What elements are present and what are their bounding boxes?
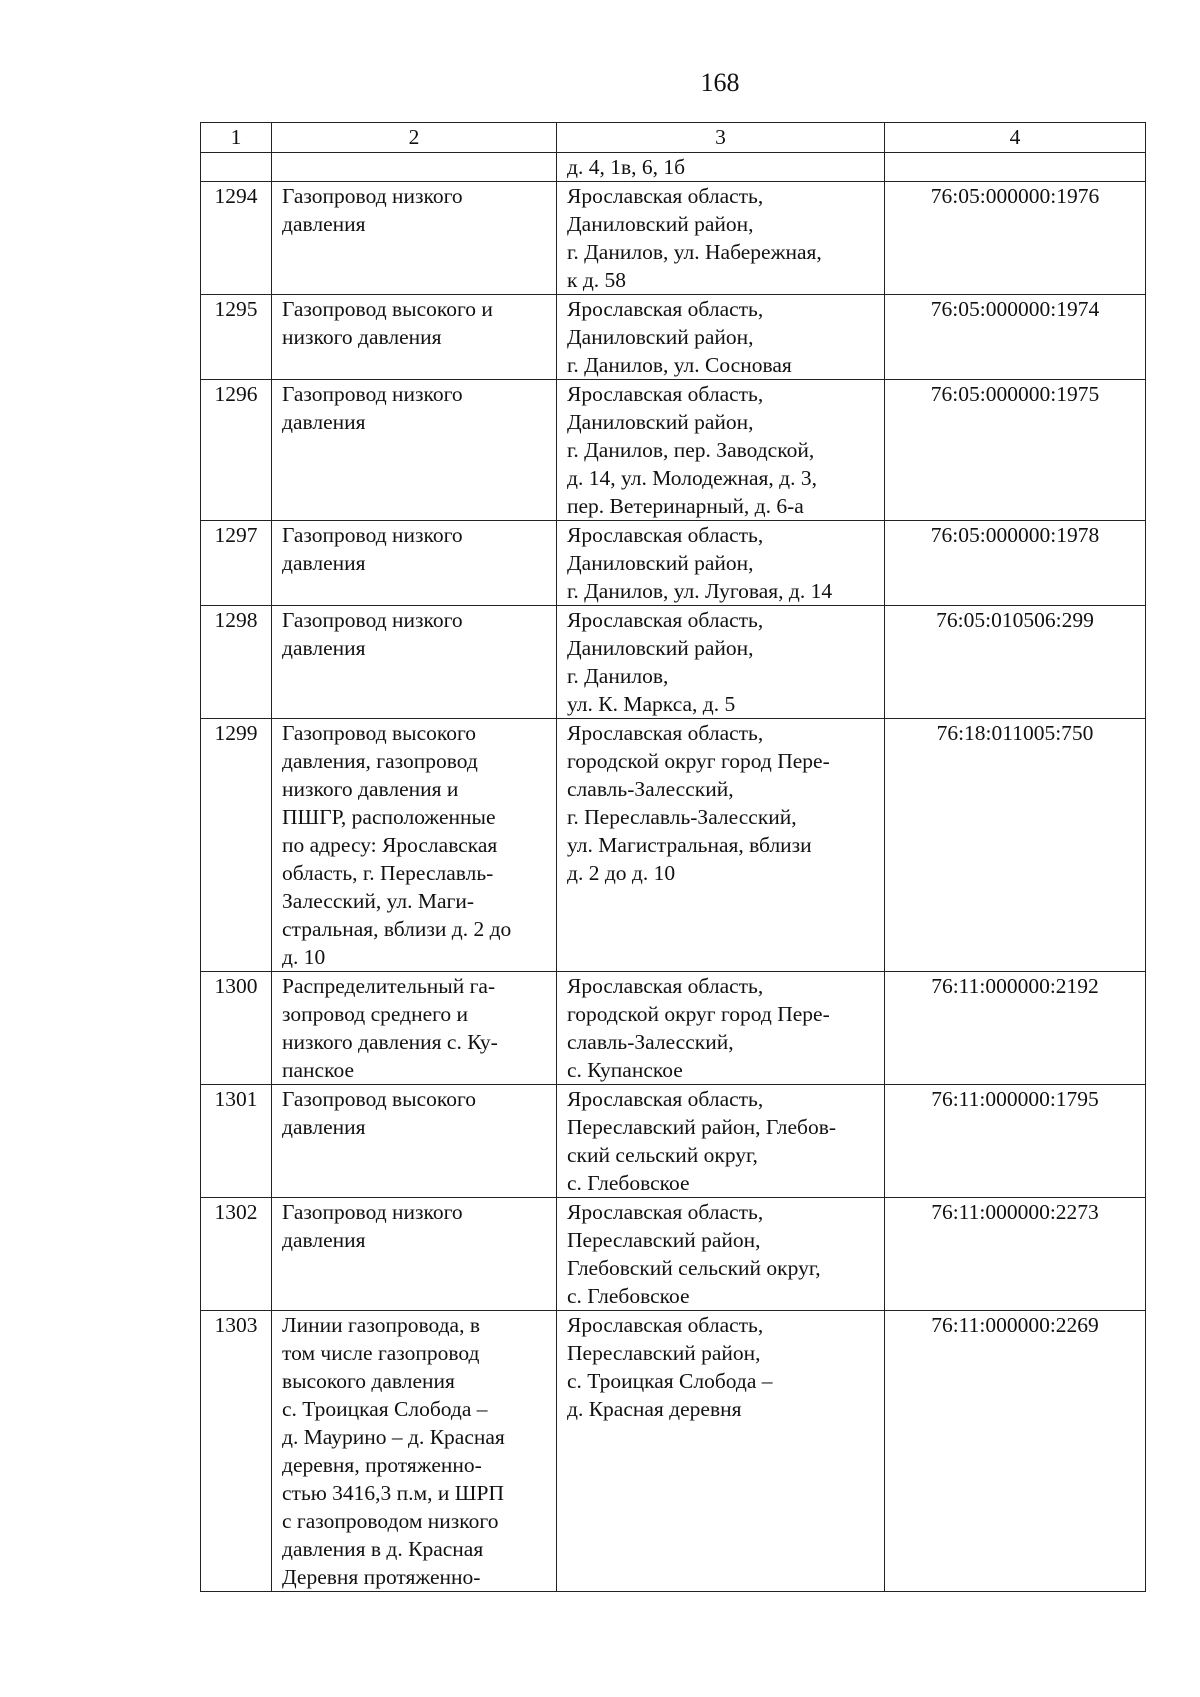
object-name-line: Деревня протяженно- [282,1565,481,1589]
table-row [201,295,1146,380]
object-address [557,1311,885,1592]
object-address-line: ский сельский округ, [567,1143,758,1167]
table-row [201,1198,1146,1311]
header-row [201,123,1146,153]
object-address-line: г. Данилов, ул. Сосновая [567,353,792,377]
object-address-line: Ярославская область, [567,1200,764,1224]
registry-table [200,122,1146,1592]
object-address-line: Ярославская область, [567,721,764,745]
cadastral-number: 76:05:000000:1976 [885,182,1146,295]
object-address [557,606,885,719]
object-address-line: г. Данилов, ул. Луговая, д. 14 [567,579,833,603]
object-address [557,153,885,182]
table-body [201,153,1146,1592]
object-address [557,972,885,1085]
object-name [272,1198,557,1311]
object-name-line: Газопровод низкого [282,184,463,208]
object-address [557,719,885,972]
object-address-line: городской округ город Пере- [567,749,830,773]
object-name-line: давления [282,636,366,660]
cadastral-number: 76:05:000000:1974 [885,295,1146,380]
object-name-line: область, г. Переславль- [282,861,494,885]
object-name-line: Линии газопровода, в [282,1313,480,1337]
object-name-line: давления в д. Красная [282,1537,484,1561]
table-row [201,1311,1146,1592]
row-number: 1297 [201,521,272,606]
table-row [201,972,1146,1085]
cadastral-number: 76:05:000000:1975 [885,380,1146,521]
object-address-line: Ярославская область, [567,523,764,547]
object-name-line: низкого давления и [282,777,459,801]
header-col-2: 2 [272,123,557,153]
object-name-line: д. Маурино – д. Красная [282,1425,505,1449]
object-address-line: д. 4, 1в, 6, 1б [567,155,686,179]
object-name-line: зопровод среднего и [282,1002,469,1026]
object-address-line: славль-Залесский, [567,1030,734,1054]
object-name-line: давления [282,1115,366,1139]
object-address-line: Даниловский район, [567,636,754,660]
object-address-line: Переславский район, Глебов- [567,1115,837,1139]
object-name-line: по адресу: Ярославская [282,833,498,857]
object-address-line: городской округ город Пере- [567,1002,830,1026]
object-address [557,182,885,295]
object-name [272,1311,557,1592]
object-name-line: Газопровод низкого [282,523,463,547]
object-name-line: низкого давления [282,325,442,349]
object-address-line: Ярославская область, [567,608,764,632]
table-row [201,153,1146,182]
table-row [201,1085,1146,1198]
object-name-line: Газопровод высокого и [282,297,493,321]
object-address-line: с. Троицкая Слобода – [567,1369,773,1393]
object-address-line: Ярославская область, [567,297,764,321]
object-name-line: давления [282,410,366,434]
object-name [272,182,557,295]
object-address-line: Ярославская область, [567,1313,764,1337]
cadastral-number [885,153,1146,182]
object-name [272,521,557,606]
object-name-line: давления [282,212,366,236]
object-name-line: Газопровод низкого [282,608,463,632]
object-name [272,719,557,972]
header-col-3: 3 [557,123,885,153]
object-address-line: с. Глебовское [567,1171,690,1195]
object-name-line: ПШГР, расположенные [282,805,496,829]
cadastral-number: 76:11:000000:1795 [885,1085,1146,1198]
cadastral-number: 76:11:000000:2192 [885,972,1146,1085]
object-name-line: Залесский, ул. Маги- [282,889,475,913]
row-number: 1299 [201,719,272,972]
object-name-line: давления [282,551,366,575]
object-address-line: д. 2 до д. 10 [567,861,676,885]
object-address-line: Ярославская область, [567,184,764,208]
table-row [201,380,1146,521]
table-row [201,719,1146,972]
row-number: 1294 [201,182,272,295]
object-name [272,153,557,182]
object-address-line: с. Глебовское [567,1284,690,1308]
row-number: 1296 [201,380,272,521]
object-name-line: низкого давления с. Ку- [282,1030,498,1054]
row-number: 1298 [201,606,272,719]
object-address-line: Ярославская область, [567,974,764,998]
cadastral-number: 76:11:000000:2273 [885,1198,1146,1311]
object-name-line: Газопровод высокого [282,1087,477,1111]
table-header [201,123,1146,153]
object-address-line: д. 14, ул. Молодежная, д. 3, [567,466,817,490]
object-address-line: Даниловский район, [567,551,754,575]
row-number: 1301 [201,1085,272,1198]
object-address-line: ул. Магистральная, вблизи [567,833,812,857]
object-name [272,606,557,719]
object-address-line: г. Данилов, пер. Заводской, [567,438,815,462]
object-address-line: г. Переславль-Залесский, [567,805,797,829]
table-row [201,182,1146,295]
object-address-line: Даниловский район, [567,325,754,349]
object-name-line: Газопровод низкого [282,382,463,406]
object-name-line: давления [282,1228,366,1252]
object-address-line: к д. 58 [567,268,627,292]
header-col-4: 4 [885,123,1146,153]
object-name-line: панское [282,1058,355,1082]
row-number [201,153,272,182]
object-address-line: д. Красная деревня [567,1397,742,1421]
object-address-line: Переславский район, [567,1228,761,1252]
row-number: 1300 [201,972,272,1085]
table-row [201,521,1146,606]
cadastral-number: 76:05:000000:1978 [885,521,1146,606]
object-address [557,521,885,606]
object-name-line: Распределительный га- [282,974,496,998]
object-address-line: Ярославская область, [567,1087,764,1111]
object-name-line: деревня, протяженно- [282,1453,482,1477]
header-col-1: 1 [201,123,272,153]
object-address-line: Глебовский сельский округ, [567,1256,821,1280]
object-name-line: Газопровод низкого [282,1200,463,1224]
object-name-line: с газопроводом низкого [282,1509,499,1533]
object-name-line: давления, газопровод [282,749,478,773]
object-name-line: том числе газопровод [282,1341,480,1365]
object-address-line: Ярославская область, [567,382,764,406]
cadastral-number: 76:05:010506:299 [885,606,1146,719]
object-name-line: высокого давления [282,1369,455,1393]
object-address-line: Даниловский район, [567,410,754,434]
object-name-line: Газопровод высокого [282,721,477,745]
row-number: 1302 [201,1198,272,1311]
object-name-line: стральная, вблизи д. 2 до [282,917,512,941]
object-address-line: Переславский район, [567,1341,761,1365]
object-address-line: ул. К. Маркса, д. 5 [567,692,736,716]
row-number: 1303 [201,1311,272,1592]
object-name [272,380,557,521]
cadastral-number: 76:18:011005:750 [885,719,1146,972]
object-address-line: славль-Залесский, [567,777,734,801]
object-address [557,1198,885,1311]
object-name [272,972,557,1085]
object-address-line: г. Данилов, ул. Набережная, [567,240,822,264]
object-address-line: с. Купанское [567,1058,683,1082]
cadastral-number: 76:11:000000:2269 [885,1311,1146,1592]
object-name-line: с. Троицкая Слобода – [282,1397,488,1421]
row-number: 1295 [201,295,272,380]
object-name [272,1085,557,1198]
object-name-line: стью 3416,3 п.м, и ШРП [282,1481,504,1505]
object-address [557,1085,885,1198]
object-address [557,295,885,380]
object-name-line: д. 10 [282,945,326,969]
page-number: 168 [700,68,740,97]
object-address-line: пер. Ветеринарный, д. 6-а [567,494,804,518]
object-address [557,380,885,521]
object-name [272,295,557,380]
object-address-line: Даниловский район, [567,212,754,236]
table-row [201,606,1146,719]
object-address-line: г. Данилов, [567,664,669,688]
